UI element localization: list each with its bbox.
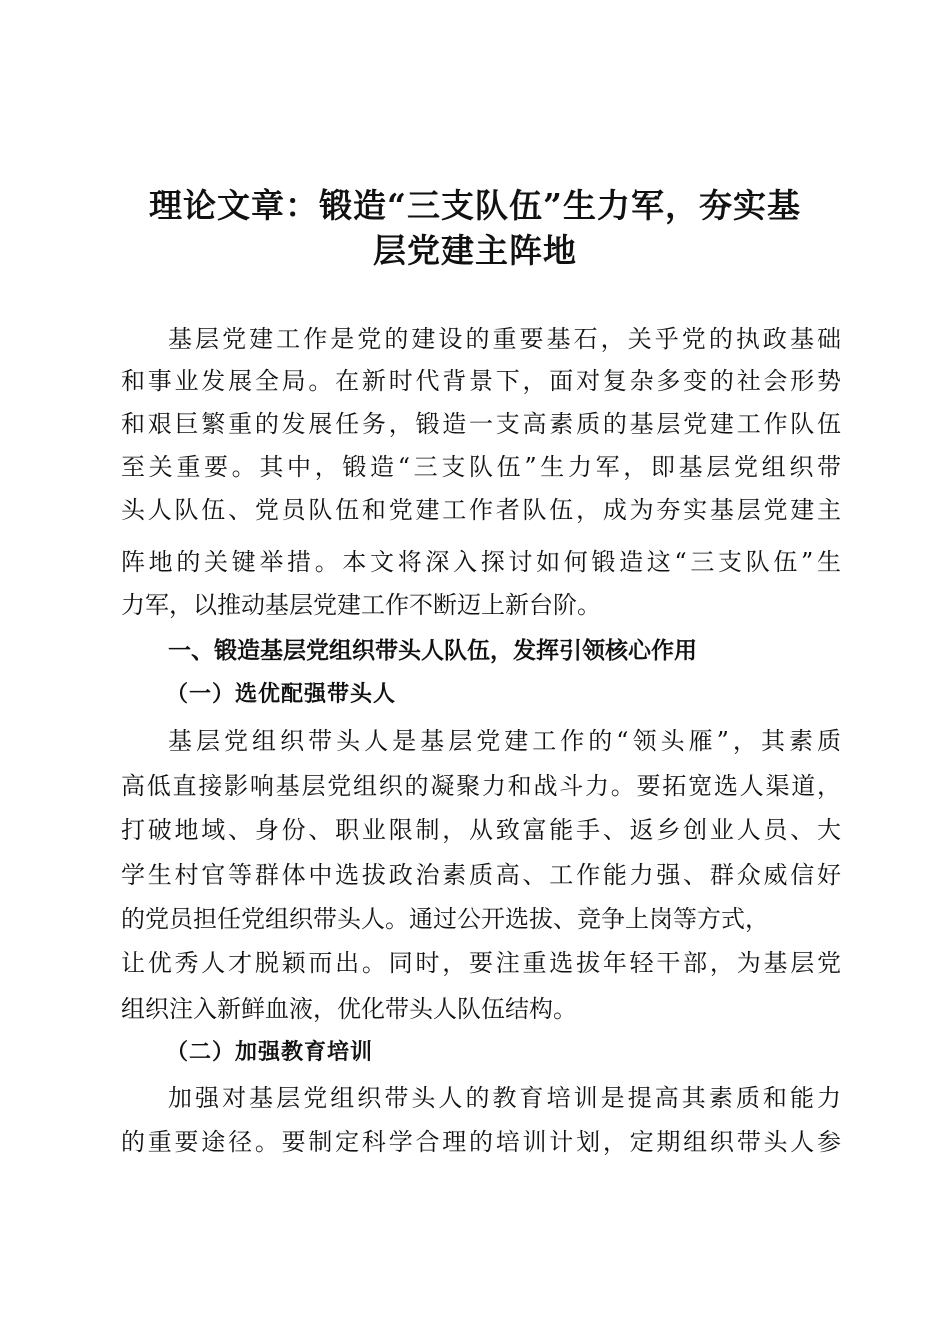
subsection-2-heading: （二）加强教育培训 bbox=[166, 1040, 374, 1065]
document-title-line-1: 理论文章：锻造“三支队伍”生力军，夯实基 bbox=[149, 186, 801, 225]
subsection-1-line-6: 让优秀人才脱颖而出。同时，要注重选拔年轻干部，为基层党 bbox=[121, 949, 841, 977]
document-title-line-2: 层党建主阵地 bbox=[373, 231, 577, 270]
intro-line-5: 头人队伍、党员队伍和党建工作者队伍，成为夯实基层党建主 bbox=[121, 496, 841, 524]
subsection-1-line-1: 基层党组织带头人是基层党建工作的“领头雁”，其素质 bbox=[168, 727, 841, 755]
subsection-1-line-2: 高低直接影响基层党组织的凝聚力和战斗力。要拓宽选人渠道， bbox=[121, 772, 841, 800]
subsection-1-heading: （一）选优配强带头人 bbox=[166, 682, 397, 707]
subsection-1-line-4: 学生村官等群体中选拔政治素质高、工作能力强、群众威信好 bbox=[121, 861, 841, 889]
subsection-2-line-2: 的重要途径。要制定科学合理的培训计划，定期组织带头人参 bbox=[121, 1128, 841, 1156]
intro-line-3: 和艰巨繁重的发展任务，锻造一支高素质的基层党建工作队伍 bbox=[121, 410, 841, 438]
subsection-2-line-1: 加强对基层党组织带头人的教育培训是提高其素质和能力 bbox=[168, 1084, 841, 1112]
subsection-1-line-7: 组织注入新鲜血液，优化带头人队伍结构。 bbox=[121, 995, 577, 1023]
subsection-1-line-3: 打破地域、身份、职业限制，从致富能手、返乡创业人员、大 bbox=[121, 816, 841, 844]
section-1-heading: 一、锻造基层党组织带头人队伍，发挥引领核心作用 bbox=[168, 638, 697, 664]
intro-line-4: 至关重要。其中，锻造“三支队伍”生力军，即基层党组织带 bbox=[121, 453, 841, 481]
intro-line-1: 基层党建工作是党的建设的重要基石，关乎党的执政基础 bbox=[168, 325, 841, 353]
intro-line-7: 力军，以推动基层党建工作不断迈上新台阶。 bbox=[121, 591, 601, 619]
intro-line-6: 阵地的关键举措。本文将深入探讨如何锻造这“三支队伍”生 bbox=[121, 548, 841, 576]
intro-line-2: 和事业发展全局。在新时代背景下，面对复杂多变的社会形势 bbox=[121, 367, 841, 395]
subsection-1-line-5: 的党员担任党组织带头人。通过公开选拔、竞争上岗等方式， bbox=[121, 905, 769, 933]
